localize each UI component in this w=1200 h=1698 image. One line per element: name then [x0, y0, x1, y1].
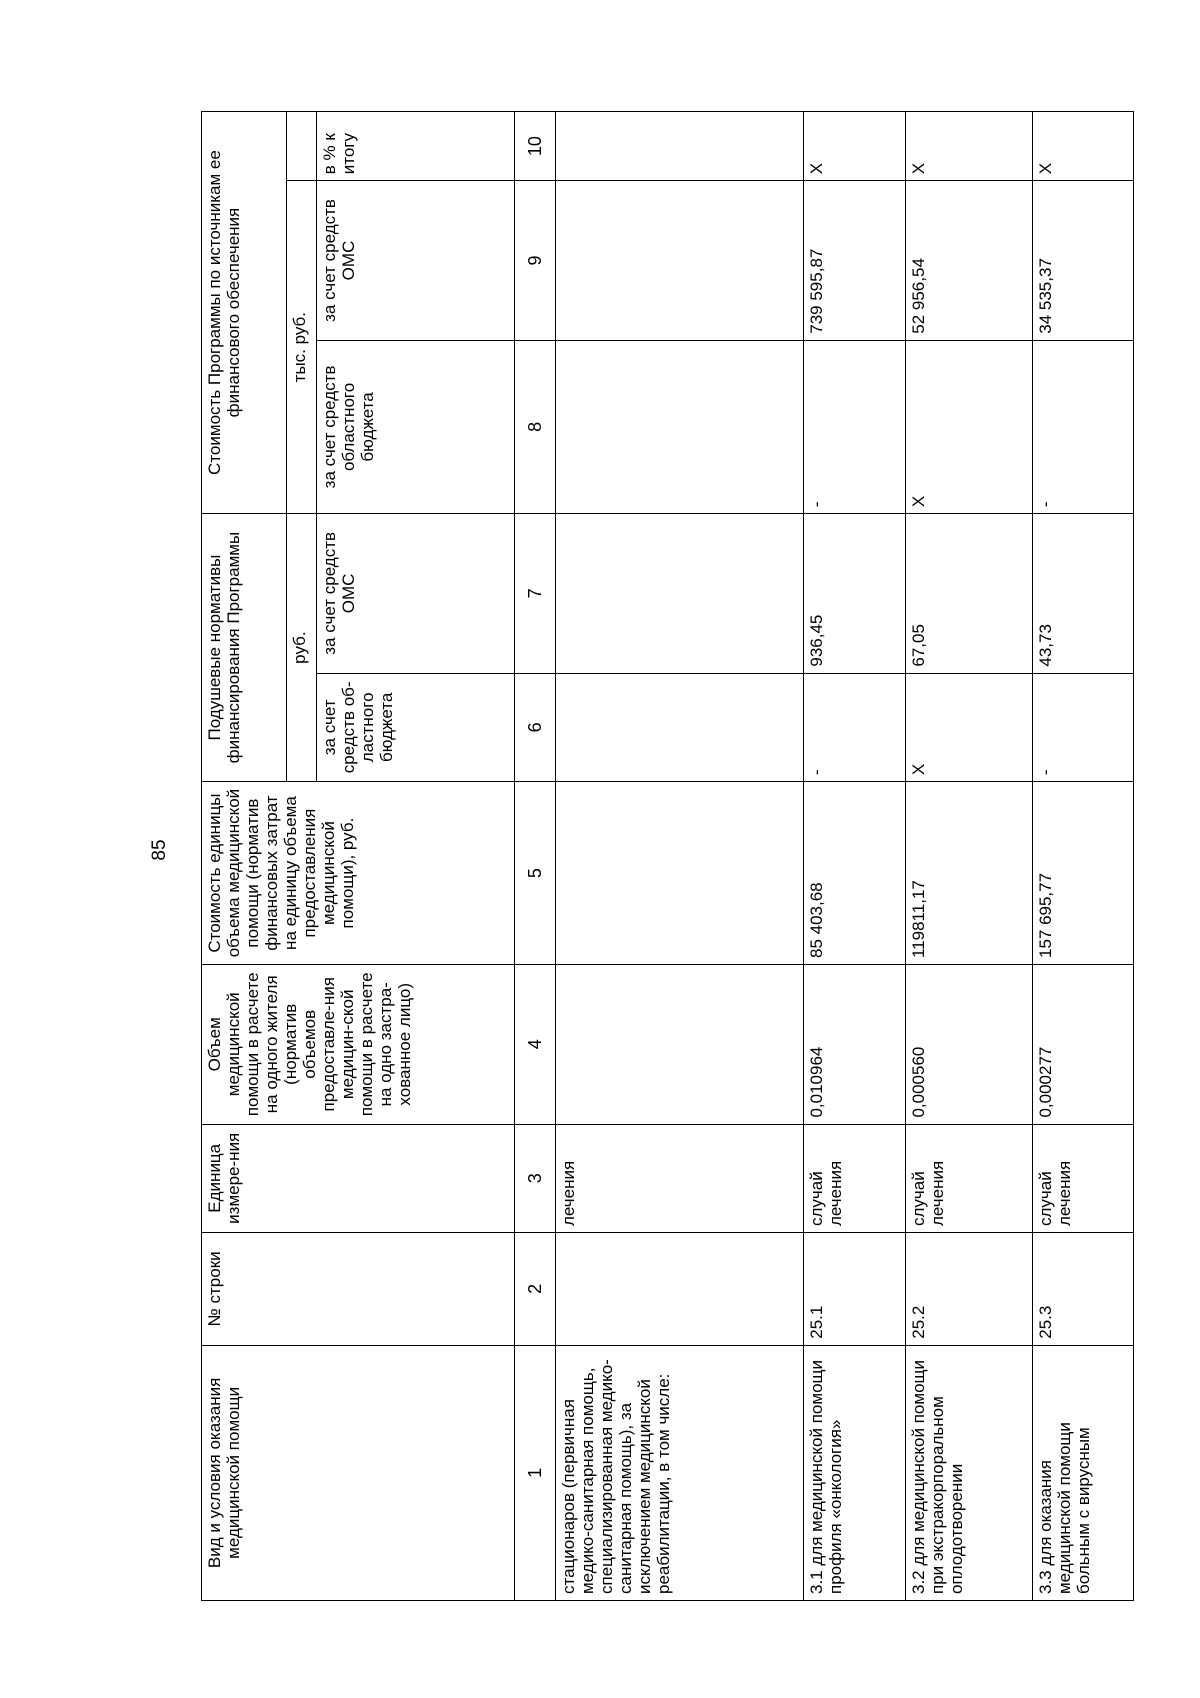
row-line: 25.3: [1032, 1233, 1133, 1346]
table-row: [1032, 112, 1133, 1601]
row-volume: 0,000277: [1032, 965, 1133, 1125]
header-per-capita-unit: руб.: [287, 514, 317, 782]
row-cost-oms: [556, 181, 803, 341]
row-line: 25.1: [803, 1233, 905, 1346]
row-pc-oms: 936,45: [803, 514, 905, 674]
row-pc-oms: [556, 514, 803, 674]
row-cost-oms: 52 956,54: [905, 181, 1032, 341]
row-name: 3.1 для медицинской помощи профиля «онкология»: [803, 1345, 905, 1600]
row-unit: случай лечения: [803, 1124, 905, 1232]
column-number-row: [515, 112, 556, 1601]
row-cost-budget: Х: [905, 340, 1032, 513]
row-name: 3.3 для оказания медицинской помощи больным с вирусным: [1032, 1345, 1133, 1600]
row-percent: Х: [803, 112, 905, 181]
row-volume: 0,010964: [803, 965, 905, 1125]
header-cost-unit: тыс. руб.: [287, 181, 317, 514]
rotated-table-area: [201, 111, 1134, 1601]
header-group-cost: Стоимость Программы по источникам ее финансового обеспечения: [202, 112, 287, 514]
row-unit-cost: 119811,17: [905, 782, 1032, 965]
column-number: 8: [515, 340, 556, 513]
column-number: 5: [515, 782, 556, 965]
column-number: 1: [515, 1345, 556, 1600]
row-cost-budget: -: [803, 340, 905, 513]
row-pc-budget: [556, 673, 803, 781]
column-number: 4: [515, 965, 556, 1125]
row-name: 3.2 для медицинской помощи при экстракорпоральном оплодотворении: [905, 1345, 1032, 1600]
row-pc-budget: -: [1032, 673, 1133, 781]
table-row: [905, 112, 1032, 1601]
header-empty-cell: [287, 112, 317, 181]
row-pc-budget: -: [803, 673, 905, 781]
program-cost-table: [201, 111, 1134, 1601]
column-number: 7: [515, 514, 556, 674]
row-unit: лечения: [556, 1124, 803, 1232]
row-percent: Х: [905, 112, 1032, 181]
header-col-3: Единица измере-ния: [202, 1124, 515, 1232]
column-number: 2: [515, 1233, 556, 1346]
row-cost-oms: 739 595,87: [803, 181, 905, 341]
row-pc-oms: 67,05: [905, 514, 1032, 674]
column-number: 9: [515, 181, 556, 341]
row-unit-cost: 85 403,68: [803, 782, 905, 965]
header-col-10: в % к итогу: [316, 112, 515, 181]
header-col-1: Вид и условия оказания медицинской помощи: [202, 1345, 515, 1600]
column-number: 3: [515, 1124, 556, 1232]
row-cost-budget: -: [1032, 340, 1133, 513]
row-name: стационаров (первичная медико-санитарная помощь, специализированная медико-санитарная помощь), за исключением медицинской реабилитации, в том числе:: [556, 1345, 803, 1600]
row-unit: случай лечения: [1032, 1124, 1133, 1232]
row-pc-budget: Х: [905, 673, 1032, 781]
header-row-1: [202, 112, 287, 1601]
header-col-2: № строки: [202, 1233, 515, 1346]
header-col-5: Стоимость единицы объема медицинской помощи (норматив финансовых затрат на единицу объема предоставления медицинской помощи), руб.: [202, 782, 515, 965]
row-percent: [556, 112, 803, 181]
header-group-per-capita: Подушевые нормативы финансирования Программы: [202, 514, 287, 782]
row-line: [556, 1233, 803, 1346]
row-volume: [556, 965, 803, 1125]
row-unit-cost: 157 695,77: [1032, 782, 1133, 965]
row-unit: случай лечения: [905, 1124, 1032, 1232]
table-row: [803, 112, 905, 1601]
header-col-8: за счет средств областного бюджета: [316, 340, 515, 513]
header-col-7: за счет средств ОМС: [316, 514, 515, 674]
header-col-9: за счет средств ОМС: [316, 181, 515, 341]
header-col-4: Объем медицинской помощи в расчете на одного жителя (норматив объемов предоставле-ния медицин-ской помощи в расчете на одно застра-хованное лицо): [202, 965, 515, 1125]
column-number: 6: [515, 673, 556, 781]
row-volume: 0,000560: [905, 965, 1032, 1125]
row-pc-oms: 43,73: [1032, 514, 1133, 674]
page-number: 85: [149, 839, 170, 861]
row-unit-cost: [556, 782, 803, 965]
table-row: [556, 112, 803, 1601]
row-line: 25.2: [905, 1233, 1032, 1346]
row-cost-budget: [556, 340, 803, 513]
row-percent: Х: [1032, 112, 1133, 181]
column-number: 10: [515, 112, 556, 181]
row-cost-oms: 34 535,37: [1032, 181, 1133, 341]
header-col-6: за счет средств об-ластного бюджета: [316, 673, 515, 781]
